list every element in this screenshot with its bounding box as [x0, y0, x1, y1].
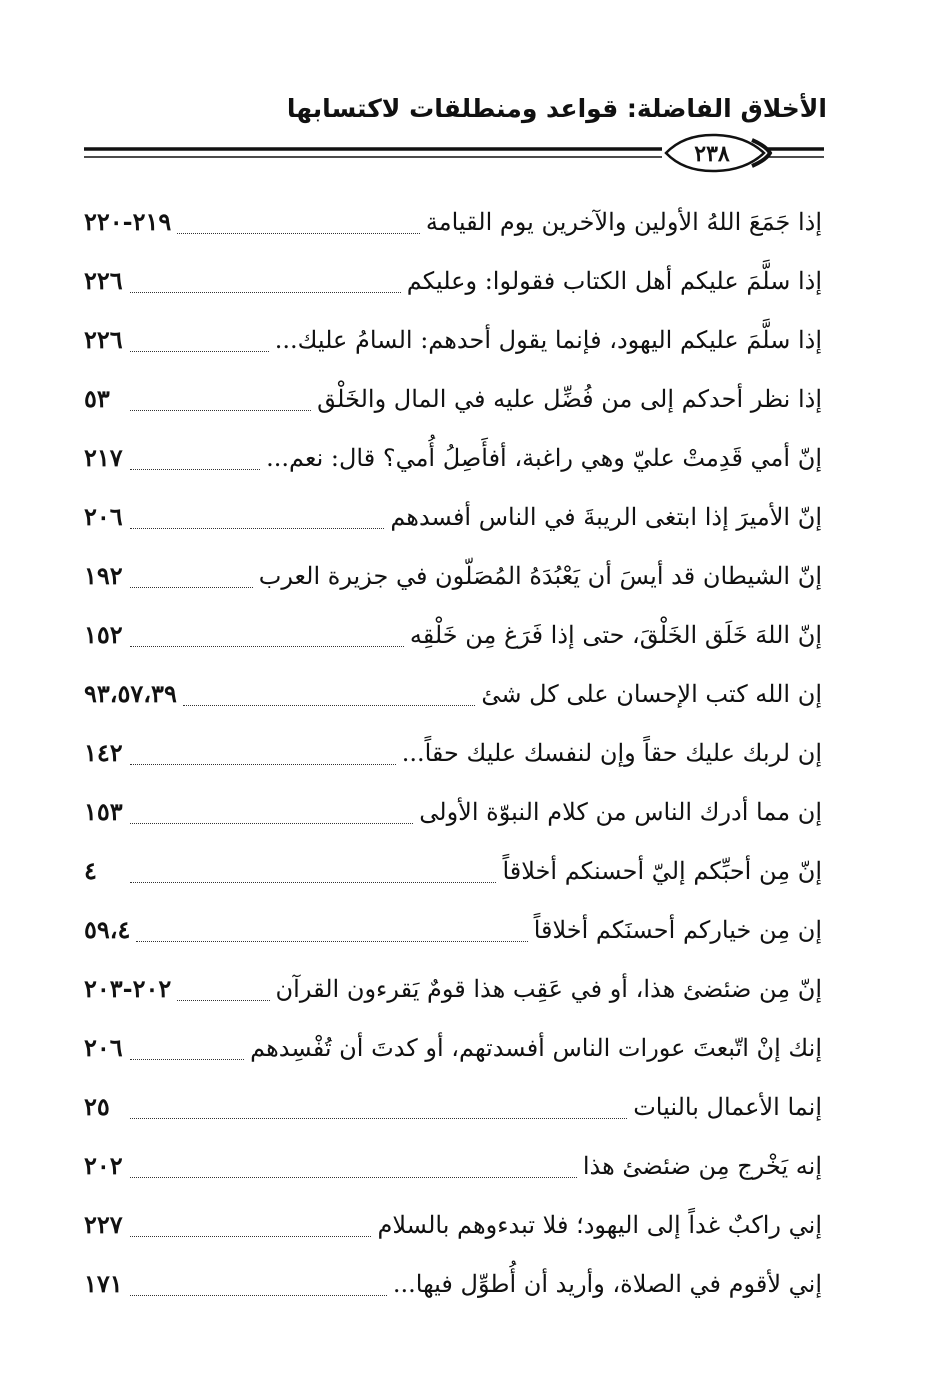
index-entry [84, 959, 822, 1018]
entry-page: ٢٢٦ [84, 325, 123, 354]
entry-page: ١٥٢ [84, 620, 123, 649]
dot-leader [177, 1000, 269, 1001]
entry-page: ٢١٩-٢٢٠ [84, 207, 172, 236]
dot-leader [130, 351, 269, 352]
entry-text: إذا نظر أحدكم إلى من فُضِّل عليه في المال والخَلْق [317, 385, 822, 413]
entry-text: إنّ اللهَ خَلَق الخَلْقَ، حتى إذا فَرَغ مِن خَلْقِه [409, 621, 822, 649]
entry-page: ٥٣ [84, 384, 110, 413]
index-entry [84, 310, 822, 369]
entry-page: ١٩٢ [84, 561, 123, 590]
dot-leader [130, 528, 384, 529]
entry-page: ٤ [84, 856, 97, 885]
entry-page: ٥٩،٤ [84, 915, 131, 944]
index-entry [84, 428, 822, 487]
entry-text: إنّ الأميرَ إذا ابتغى الريبةَ في الناس أفسدهم [390, 503, 822, 531]
entry-text: إنه يَخْرج مِن ضئضئ هذا [582, 1152, 822, 1180]
index-entry [84, 782, 822, 841]
dot-leader [130, 1177, 577, 1178]
index-entry [84, 1195, 822, 1254]
entry-text: إنّ مِن أحبِّكم إليّ أحسنكم أخلاقاً [502, 857, 822, 885]
entry-text: إنما الأعمال بالنيات [633, 1093, 822, 1121]
entry-text: إنّ أمي قَدِمتْ عليّ وهي راغبة، أفأَصِلُ أُمي؟ قال: نعم... [266, 444, 822, 472]
entry-text: إني راكبٌ غداً إلى اليهود؛ فلا تبدءوهم بالسلام [377, 1211, 822, 1239]
dot-leader [177, 233, 420, 234]
index-entry [84, 1077, 822, 1136]
entry-text: إذا سلَّمَ عليكم اليهود، فإنما يقول أحدهم: السامُ عليك... [274, 326, 822, 354]
entry-page: ١٤٢ [84, 738, 123, 767]
dot-leader [130, 469, 260, 470]
index-entry [84, 605, 822, 664]
index-entry [84, 487, 822, 546]
dot-leader [130, 823, 413, 824]
index-entry [84, 192, 822, 251]
entry-text: إن مِن خياركم أحسنَكم أخلاقاً [533, 916, 822, 944]
index-entry [84, 369, 822, 428]
entry-text: إنّ مِن ضئضئ هذا، أو في عَقِب هذا قومٌ يَقرءون القرآن [275, 975, 822, 1003]
page-number: ٢٣٨ [694, 141, 730, 167]
index-entry [84, 841, 822, 900]
dot-leader [130, 1236, 371, 1237]
dot-leader [130, 410, 311, 411]
dot-leader [130, 1059, 244, 1060]
page-number-ornament [84, 132, 824, 174]
index-entries [84, 192, 822, 1313]
dot-leader [130, 1295, 387, 1296]
entry-text: إن لربك عليك حقاً وإن لنفسك عليك حقاً... [401, 739, 822, 767]
dot-leader [130, 646, 404, 647]
index-entry [84, 664, 822, 723]
entry-page: ٢١٧ [84, 443, 123, 472]
index-entry [84, 251, 822, 310]
entry-page: ٢٢٧ [84, 1210, 123, 1239]
entry-text: إنّ الشيطان قد أيسَ أن يَعْبُدَهُ المُصَلّون في جزيرة العرب [258, 562, 822, 590]
index-entry [84, 1254, 822, 1313]
entry-text: إذا سلَّمَ عليكم أهل الكتاب فقولوا: وعليكم [406, 267, 822, 295]
dot-leader [130, 1118, 627, 1119]
index-entry [84, 900, 822, 959]
entry-text: إن مما أدرك الناس من كلام النبوّة الأولى [419, 798, 822, 826]
entry-text: إذا جَمَعَ اللهُ الأولين والآخرين يوم القيامة [425, 208, 822, 236]
dot-leader [130, 764, 396, 765]
dot-leader [130, 587, 253, 588]
index-entry [84, 723, 822, 782]
dot-leader [183, 705, 476, 706]
entry-page: ١٧١ [84, 1269, 123, 1298]
page-number-frame-tip [752, 140, 770, 166]
entry-text: إنك إنْ اتّبعتَ عورات الناس أفسدتهم، أو كدتَ أن تُفْسِدهم [250, 1034, 822, 1062]
dot-leader [136, 941, 527, 942]
entry-page: ٢٢٦ [84, 266, 123, 295]
index-entry [84, 546, 822, 605]
entry-page: ١٥٣ [84, 797, 123, 826]
index-entry [84, 1136, 822, 1195]
entry-page: ٢٠٢ [84, 1151, 123, 1180]
entry-text: إني لأقوم في الصلاة، وأريد أن أُطوِّل فيها... [392, 1270, 822, 1298]
entry-text: إن الله كتب الإحسان على كل شئ [481, 680, 822, 708]
index-entry [84, 1018, 822, 1077]
entry-page: ٢٥ [84, 1092, 110, 1121]
entry-page: ٢٠٦ [84, 1033, 123, 1062]
running-title: الأخلاق الفاضلة: قواعد ومنطلقات لاكتسابها [286, 94, 827, 123]
entry-page: ٢٠٢-٢٠٣ [84, 974, 172, 1003]
dot-leader [130, 882, 496, 883]
entry-page: ٢٠٦ [84, 502, 123, 531]
dot-leader [130, 292, 401, 293]
entry-page: ٩٣،٥٧،٣٩ [84, 679, 177, 708]
